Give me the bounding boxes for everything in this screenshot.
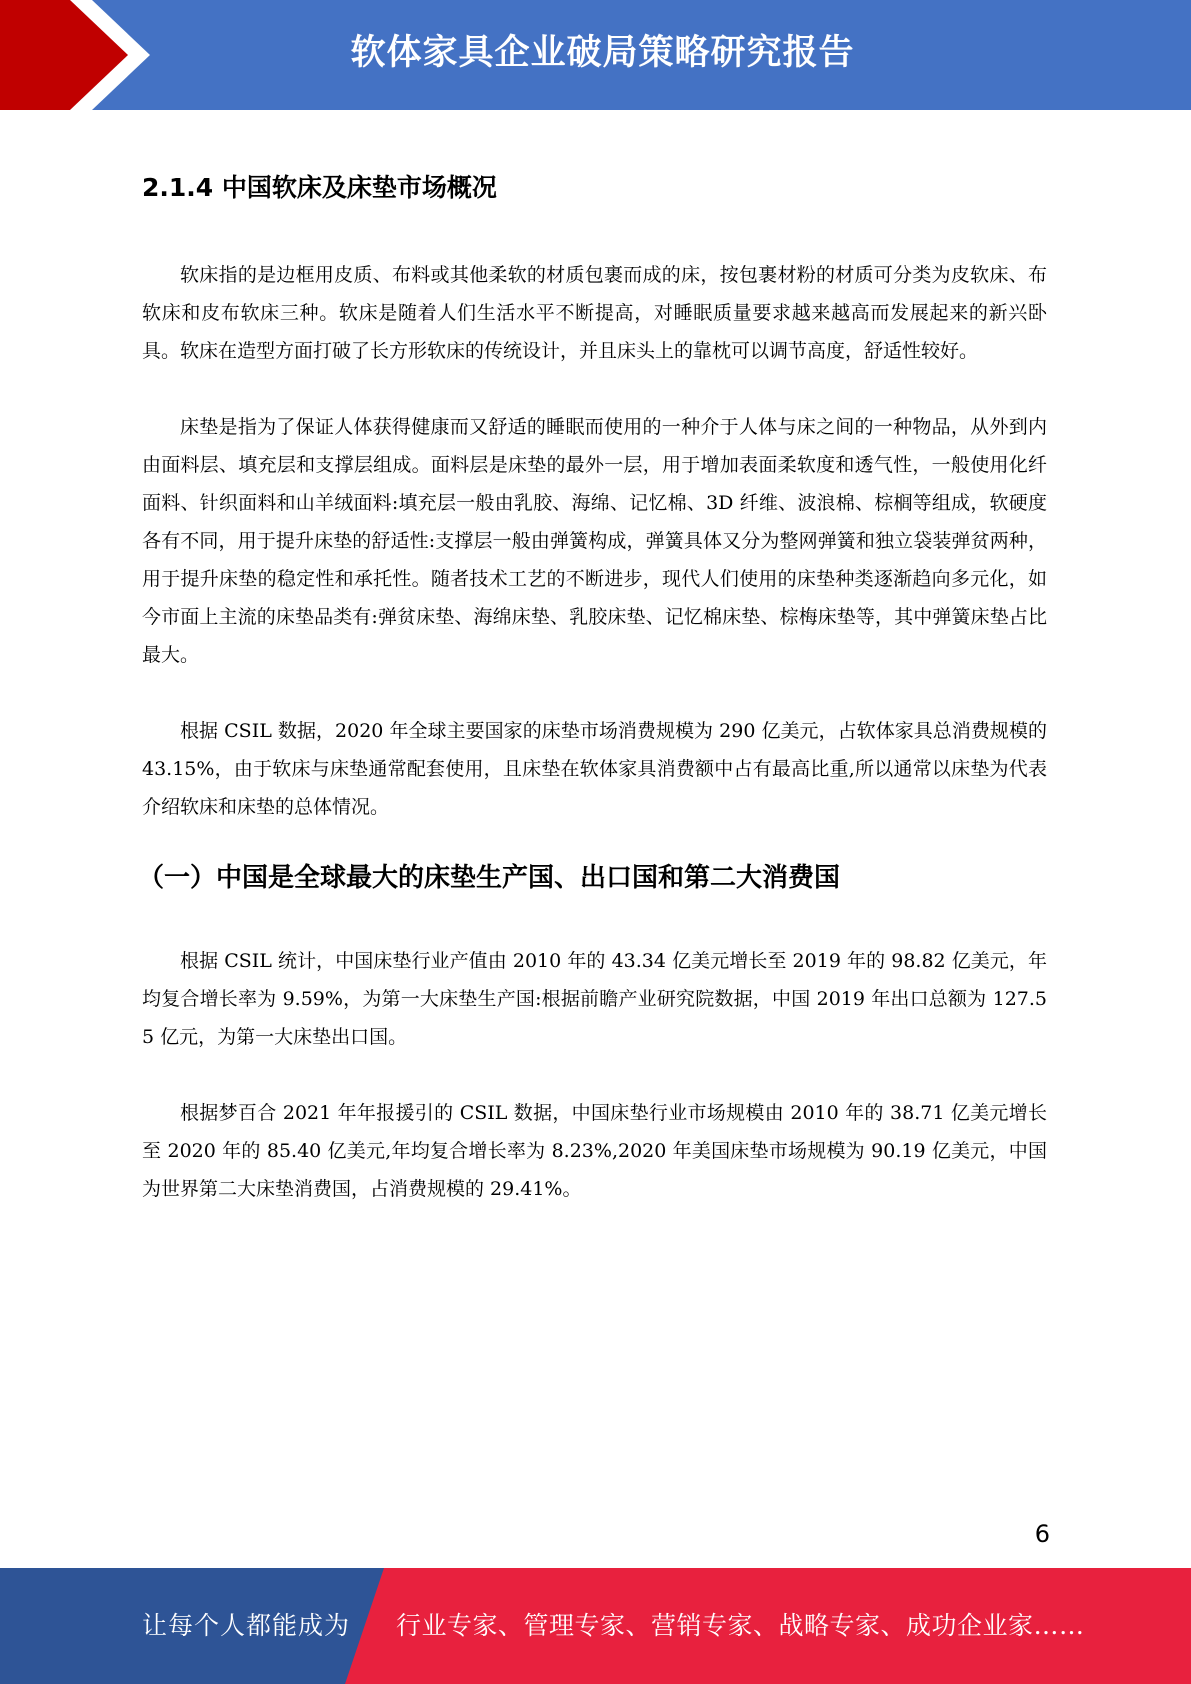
footer-slogan-left: 让每个人都能成为 [142,1611,351,1640]
sub-heading: （一）中国是全球最大的床垫生产国、出口国和第二大消费国 [138,863,841,893]
paragraph-csil-global: 根据 CSIL 数据，2020 年全球主要国家的床垫市场消费规模为 290 亿美元，占软体家具总消费规模的 43.15%，由于软床与床垫通常配套使用，且床垫在软体家具消费额中占有最高比重,所以通常以床垫为代表介绍软床和床垫的总体情况。 [142,720,1047,818]
report-title: 软体家具企业破局策略研究报告 [350,33,855,73]
page-number: 6 [1034,1520,1050,1548]
paragraph-consumption: 根据梦百合 2021 年年报援引的 CSIL 数据，中国床垫行业市场规模由 2010 年的 38.71 亿美元增长至 2020 年的 85.40 亿美元,年均复合增长率为 8.23%,2020 年美国床垫市场规模为 90.19 亿美元，中国为世界第二大床垫消费国，占消费规模的 29.41%。 [142,1102,1047,1200]
section-heading: 2.1.4 中国软床及床垫市场概况 [142,173,497,202]
page-header [0,0,1191,110]
footer-slogan-right: 行业专家、管理专家、营销专家、战略专家、成功企业家…… [396,1611,1085,1640]
paragraph-mattress: 床垫是指为了保证人体获得健康而又舒适的睡眠而使用的一种介于人体与床之间的一种物品，从外到内由面料层、填充层和支撑层组成。面料层是床垫的最外一层，用于增加表面柔软度和透气性，一般使用化纤面料、针织面料和山羊绒面料:填充层一般由乳胶、海绵、记忆棉、3D 纤维、波浪棉、棕榈等组成，软硬度各有不同，用于提升床垫的舒适性:支撑层一般由弹簧构成，弹簧具体又分为整网弹簧和独立袋装弹贫两种，用于提升床垫的稳定性和承托性。随者技术工艺的不断进步，现代人们使用的床垫种类逐渐趋向多元化，如今市面上主流的床垫品类有:弹贫床垫、海绵床垫、乳胶床垫、记忆棉床垫、棕梅床垫等，其中弹簧床垫占比最大。 [142,416,1047,666]
main-content [138,166,1047,1208]
paragraph-production: 根据 CSIL 统计，中国床垫行业产值由 2010 年的 43.34 亿美元增长至 2019 年的 98.82 亿美元，年均复合增长率为 9.59%，为第一大床垫生产国:根据前瞻产业研究院数据，中国 2019 年出口总额为 127.55 亿元，为第一大床垫出口国。 [142,950,1047,1048]
page-footer [0,1568,1191,1684]
paragraph-soft-bed: 软床指的是边框用皮质、布料或其他柔软的材质包裹而成的床，按包裹材粉的材质可分类为皮软床、布软床和皮布软床三种。软床是随着人们生活水平不断提高，对睡眠质量要求越来越高而发展起来的新兴卧具。软床在造型方面打破了长方形软床的传统设计，并且床头上的靠枕可以调节高度，舒适性较好。 [142,264,1047,362]
